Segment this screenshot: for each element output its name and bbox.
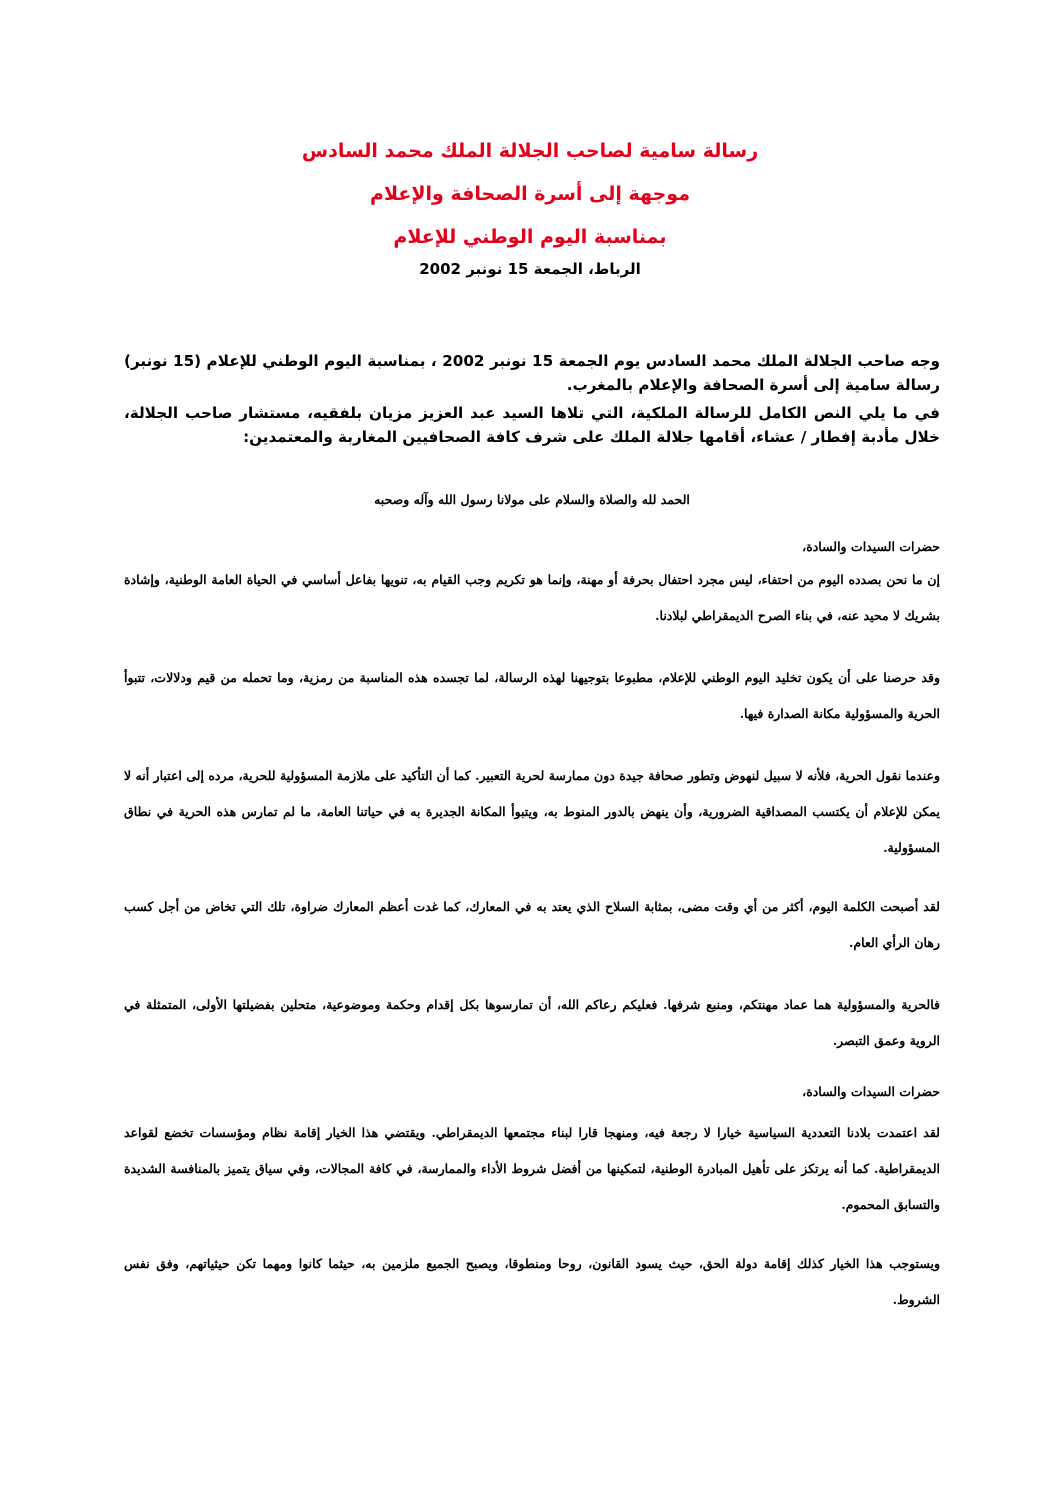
title-line-2: موجهة إلى أسرة الصحافة والإعلام	[370, 183, 690, 205]
letter-paragraph-1: إن ما نحن بصدده اليوم من احتفاء، ليس مجرد احتفال بحرفة أو مهنة، وإنما هو تكريم وجب القيام به، تنويها بفاعل أساسي في الحياة العامة الوطنية، وإشادة بشريك لا محيد عنه، في بناء الصرح الديمقراطي لبلادنا.	[124, 572, 940, 623]
letter-paragraph-7: ويستوجب هذا الخيار كذلك إقامة دولة الحق، حيث يسود القانون، روحا ومنطوقا، ويصبح الجميع ملزمين به، حيثما كانوا ومهما تكن حيثياتهم، وفق نفس الشروط.	[124, 1256, 940, 1307]
letter-paragraph-5: فالحرية والمسؤولية هما عماد مهنتكم، ومنبع شرفها. فعليكم رعاكم الله، أن تمارسوها بكل إقدام وحكمة وموضوعية، متحلين بفضيلتها الأولى، المتمثلة في الروية وعمق التبصر.	[124, 997, 940, 1048]
dateline: الرباط، الجمعة 15 نونبر 2002	[419, 260, 641, 278]
invocation: الحمد لله والصلاة والسلام على مولانا رسول الله وآله وصحبه	[374, 492, 690, 507]
title-line-3: بمناسبة اليوم الوطني للإعلام	[393, 226, 667, 248]
letter-paragraph-6: لقد اعتمدت بلادنا التعددية السياسية خيارا لا رجعة فيه، ومنهجا قارا لبناء مجتمعها الديمقراطي. ويقتضي هذا الخيار إقامة نظام ومؤسسات تخضع لقواعد الديمقراطية. كما أنه يرتكز على تأهيل المبادرة الوطنية، لتمكينها من أفضل شروط الأداء والممارسة، في كافة المجالات، وفي سياق يتميز بالمنافسة الشديدة والتسابق المحموم.	[124, 1125, 940, 1212]
letter-paragraph-3: وعندما نقول الحرية، فلأنه لا سبيل لنهوض وتطور صحافة جيدة دون ممارسة لحرية التعبير. كما أن التأكيد على ملازمة المسؤولية للحرية، مرده إلى اعتبار أنه لا يمكن للإعلام أن يكتسب المصداقية الضرورية، وأن ينهض بالدور المنوط به، ويتبوأ المكانة الجديرة به في حياتنا العامة، ما لم تمارس هذه الحرية في نطاق المسؤولية.	[124, 768, 940, 855]
intro-paragraph-2: في ما يلي النص الكامل للرسالة الملكية، التي تلاها السيد عبد العزيز مزيان بلفقيه، مستشار صاحب الجلالة، خلال مأدبة إفطار / عشاء، أقامها جلالة الملك على شرف كافة الصحافيين المغاربة والمعتمدين:	[124, 404, 940, 446]
salutation-1: حضرات السيدات والسادة،	[802, 539, 940, 554]
letter-paragraph-2: وقد حرصنا على أن يكون تخليد اليوم الوطني للإعلام، مطبوعا بتوجيهنا لهذه الرسالة، لما تجسده هذه المناسبة من رمزية، وما تحمله من قيم ودلالات، تتبوأ الحرية والمسؤولية مكانة الصدارة فيها.	[124, 670, 940, 721]
title-line-1: رسالة سامية لصاحب الجلالة الملك محمد السادس	[301, 140, 759, 162]
intro-paragraph-1: وجه صاحب الجلالة الملك محمد السادس يوم الجمعة 15 نونبر 2002 ، بمناسبة اليوم الوطني للإعلام (15 نونبر) رسالة سامية إلى أسرة الصحافة والإعلام بالمغرب.	[124, 352, 940, 394]
salutation-2: حضرات السيدات والسادة،	[802, 1084, 940, 1099]
letter-paragraph-4: لقد أصبحت الكلمة اليوم، أكثر من أي وقت مضى، بمثابة السلاح الذي يعتد به في المعارك، كما غدت أعظم المعارك ضراوة، تلك التي تخاض من أجل كسب رهان الرأي العام.	[124, 899, 940, 950]
